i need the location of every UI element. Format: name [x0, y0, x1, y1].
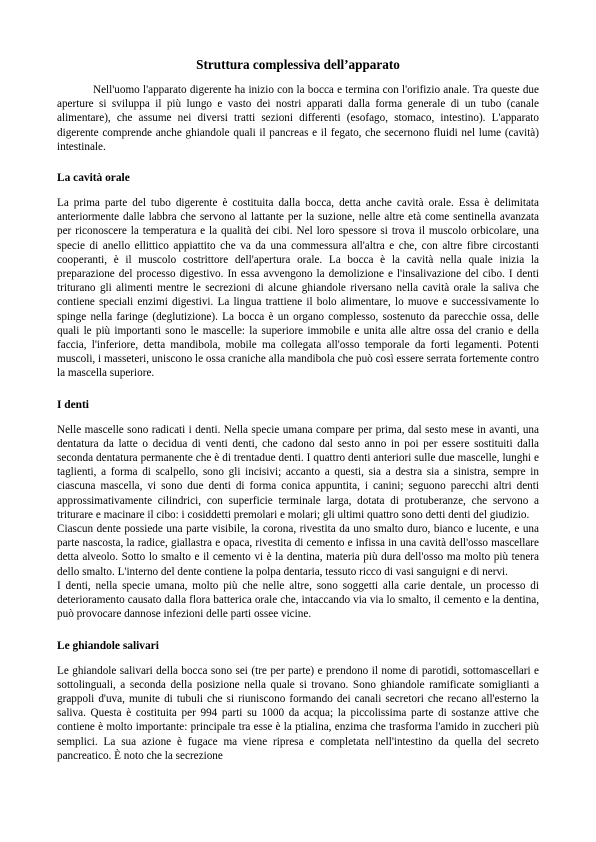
- denti-paragraph-2: Ciascun dente possiede una parte visibile, la corona, rivestita da uno smalto duro, bianco e lucente, e una parte nascosta, la radice, giallastra e opaca, rivestita di cemento e infissa in una cavità dell'osso mascellare detta alveolo. Sotto lo smalto e il cemento vi è la dentina, materia più dura dell'osso ma molto più tenera dello smalto. L'interno del dente contiene la polpa dentaria, tessuto ricco di vasi sanguigni e di nervi.: [57, 523, 539, 578]
- cavita-orale-paragraph: La prima parte del tubo digerente è costituita dalla bocca, detta anche cavità orale. Essa è delimitata anteriormente dalle labbra che servono al lattante per la suzione, nelle altre età come sentinella avanzata per riconoscere la temperatura e la qualità dei cibi. Nel loro spessore si trova il muscolo orbicolare, una specie di anello ellittico appiattito che va da una commessura all'altra e che, con altre fibre circostanti cooperanti, è il muscolo costrittore dell'apertura orale. La bocca è la cavità nella quale inizia la preparazione del processo digestivo. In essa avvengono la demolizione e l'insalivazione del cibo. I denti triturano gli alimenti mentre le secrezioni di alcune ghiandole riversano nella cavità orale la saliva che contiene speciali enzimi digestivi. La lingua trattiene il bolo alimentare, lo muove e successivamente lo spinge nella faringe (deglutizione). La bocca è un organo complesso, sostenuto da parecchie ossa, delle quali le più importanti sono le mascelle: la superiore immobile e unita alle altre ossa del cranio e della faccia, l'inferiore, detta mandibola, mobile ma collegata all'osso temporale da forti legamenti. Potenti muscoli, i masseteri, uniscono le ossa craniche alla mandibola che può così essere serrata fortemente contro la mascella superiore.: [57, 197, 539, 380]
- section-heading-denti: I denti: [57, 398, 89, 411]
- ghiandole-salivari-paragraph: Le ghiandole salivari della bocca sono sei (tre per parte) e prendono il nome di parotidi, sottomascellari e sottolinguali, a seconda della posizione nella quale si trovano. Sono ghiandole ramificate somiglianti a grappoli d'uva, munite di tubuli che si riuniscono formando dei canali secretori che recano all'esterno la saliva. Questa è costituita per 994 parti su 1000 da acqua; la piccolissima parte di sostanze attive che contiene è molto importante: principale tra esse è la ptialina, enzima che trasforma l'amido in zuccheri più semplici. La sua azione è fugace ma viene ripresa e completata nell'intestino da quella del secreto pancreatico. È noto che la secrezione: [57, 664, 539, 762]
- section-heading-cavita-orale: La cavità orale: [57, 172, 130, 185]
- section-heading-ghiandole-salivari: Le ghiandole salivari: [57, 639, 159, 652]
- intro-paragraph: Nell'uomo l'apparato digerente ha inizio con la bocca e termina con l'orifizio anale. Tra queste due aperture si sviluppa il più lungo e vasto dei nostri apparati dalla forma generale di un tubo (canale alimentare), che assume nei diversi tratti sezioni differenti (esofago, stomaco, intestino). L'apparato digerente comprende anche ghiandole quali il pancreas e il fegato, che secernono fluidi nel lume (cavità) intestinale.: [57, 84, 539, 153]
- denti-paragraph-3: I denti, nella specie umana, molto più che nelle altre, sono soggetti alla carie dentale, un processo di deterioramento causato dalla flora batterica orale che, intaccando via via lo smalto, il cemento e la dentina, può provocare dannose infezioni delle parti ossee vicine.: [57, 579, 539, 621]
- document-title: Struttura complessiva dell’apparato: [196, 57, 400, 72]
- document-page: [57, 57, 539, 763]
- denti-paragraph-1: Nelle mascelle sono radicati i denti. Nella specie umana compare per prima, dal sesto mese in avanti, una dentatura da latte o decidua di venti denti, che cadono dal sesto anno in poi per essere sostituiti dalla seconda dentatura permanente che è di trentadue denti. I quattro denti anteriori sulle due mascelle, lunghi e taglienti, a forma di scalpello, sono gli incisivi; accanto a questi, sia a destra sia a sinistra, sempre in ciascuna mascella, vi sono due denti di forma conica appuntita, i canini; seguono parecchi altri denti approssimativamente cilindrici, con superficie terminale larga, dotata di protuberanze, che servono a triturare e macinare il cibo: i cosiddetti premolari e molari; gli ultimi quattro sono detti denti del giudizio.: [57, 423, 539, 521]
